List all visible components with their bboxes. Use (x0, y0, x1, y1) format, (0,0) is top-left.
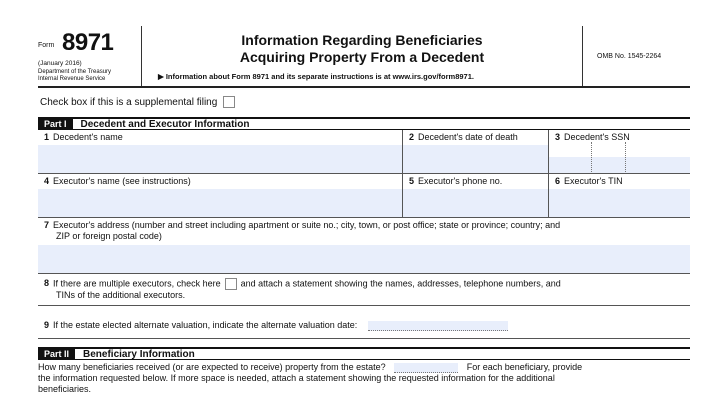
date-of-death-input[interactable] (403, 145, 548, 173)
form-title-block (142, 26, 582, 86)
field-executor-tin (548, 174, 690, 217)
form-label: Form (38, 42, 55, 49)
field-label: Executor's phone no. (418, 176, 503, 186)
part1-tag: Part I (38, 119, 73, 130)
line-8 (44, 278, 684, 301)
alternate-valuation-date-input[interactable] (368, 321, 508, 331)
field-label: Decedent's name (53, 132, 123, 142)
form-date: (January 2016) (38, 60, 82, 67)
field-label: Executor's address (number and street including apartment or suite no.; city, town, or post office; state or province; country; and (53, 220, 561, 230)
omb-number: OMB No. 1545-2264 (597, 53, 662, 60)
part2-header (38, 347, 690, 360)
supplemental-filing (40, 96, 235, 108)
line-num: 8 (44, 278, 50, 289)
executor-tin-input[interactable] (549, 189, 690, 217)
field-executor-address (38, 218, 690, 273)
field-executor-name (38, 174, 402, 217)
beneficiary-instructions-line2: the information requested below. If more space is needed, attach a statement showing the requested information for the additional (38, 373, 555, 383)
form-number: 8971 (62, 29, 114, 56)
field-num: 2 (409, 132, 415, 142)
decedent-name-input[interactable] (38, 145, 402, 173)
part2-tag: Part II (38, 349, 75, 360)
field-executor-phone (402, 174, 548, 217)
line8-text-cont: TINs of the additional executors. (56, 290, 186, 300)
field-num: 1 (44, 132, 50, 142)
field-label: Executor's TIN (564, 176, 623, 186)
title-line-2: Acquiring Property From a Decedent (239, 49, 485, 65)
row-executor (38, 174, 690, 218)
department-name: Department of the Treasury (38, 69, 112, 75)
omb-block (582, 26, 690, 86)
part2-title: Beneficiary Information (83, 348, 195, 360)
executor-address-input[interactable] (38, 245, 690, 273)
department (38, 69, 142, 83)
beneficiary-count-input[interactable] (394, 363, 458, 373)
executor-name-input[interactable] (38, 189, 402, 217)
form-subtitle: ▶ Information about Form 8971 and its separate instructions is at www.irs.gov/form8971. (158, 72, 474, 81)
supplemental-checkbox[interactable] (223, 96, 235, 108)
field-num: 3 (555, 132, 561, 142)
field-num: 5 (409, 176, 415, 186)
field-label: Decedent's date of death (418, 132, 518, 142)
ssn-divider (625, 142, 626, 172)
line-9 (44, 320, 684, 331)
line8-text: If there are multiple executors, check here (53, 278, 221, 289)
divider (38, 338, 690, 339)
row-executor-address (38, 218, 690, 274)
field-label: Executor's name (see instructions) (53, 176, 191, 186)
row-decedent (38, 130, 690, 174)
line8-text-after: and attach a statement showing the names, addresses, telephone numbers, and (240, 278, 561, 289)
ssn-divider (591, 142, 592, 172)
form-header (38, 26, 690, 88)
part1-title: Decedent and Executor Information (80, 118, 250, 130)
title-line-1: Information Regarding Beneficiaries (241, 32, 483, 48)
multiple-executors-checkbox[interactable] (225, 278, 237, 290)
form-id-block (38, 26, 142, 86)
field-decedent-name (38, 130, 402, 173)
line9-text: If the estate elected alternate valuation, indicate the alternate valuation date: (53, 320, 358, 330)
supplemental-label: Check box if this is a supplemental filing (40, 96, 218, 108)
beneficiary-instructions-line3: beneficiaries. (38, 384, 92, 394)
field-decedent-ssn (548, 130, 690, 173)
part1-header (38, 117, 690, 130)
field-num: 4 (44, 176, 50, 186)
service-name: Internal Revenue Service (38, 76, 106, 82)
part2-instructions (38, 362, 688, 395)
executor-phone-input[interactable] (403, 189, 548, 217)
line-num: 9 (44, 320, 50, 330)
field-num: 6 (555, 176, 561, 186)
field-label: Decedent's SSN (564, 132, 630, 142)
divider (38, 305, 690, 306)
beneficiary-question-after: For each beneficiary, provide (466, 362, 583, 372)
field-label-cont: ZIP or foreign postal code) (56, 231, 162, 241)
form-title (142, 32, 582, 66)
field-date-of-death (402, 130, 548, 173)
field-num: 7 (44, 220, 50, 230)
beneficiary-question: How many beneficiaries received (or are expected to receive) property from the estate? (38, 362, 386, 372)
decedent-ssn-input[interactable] (549, 157, 690, 173)
